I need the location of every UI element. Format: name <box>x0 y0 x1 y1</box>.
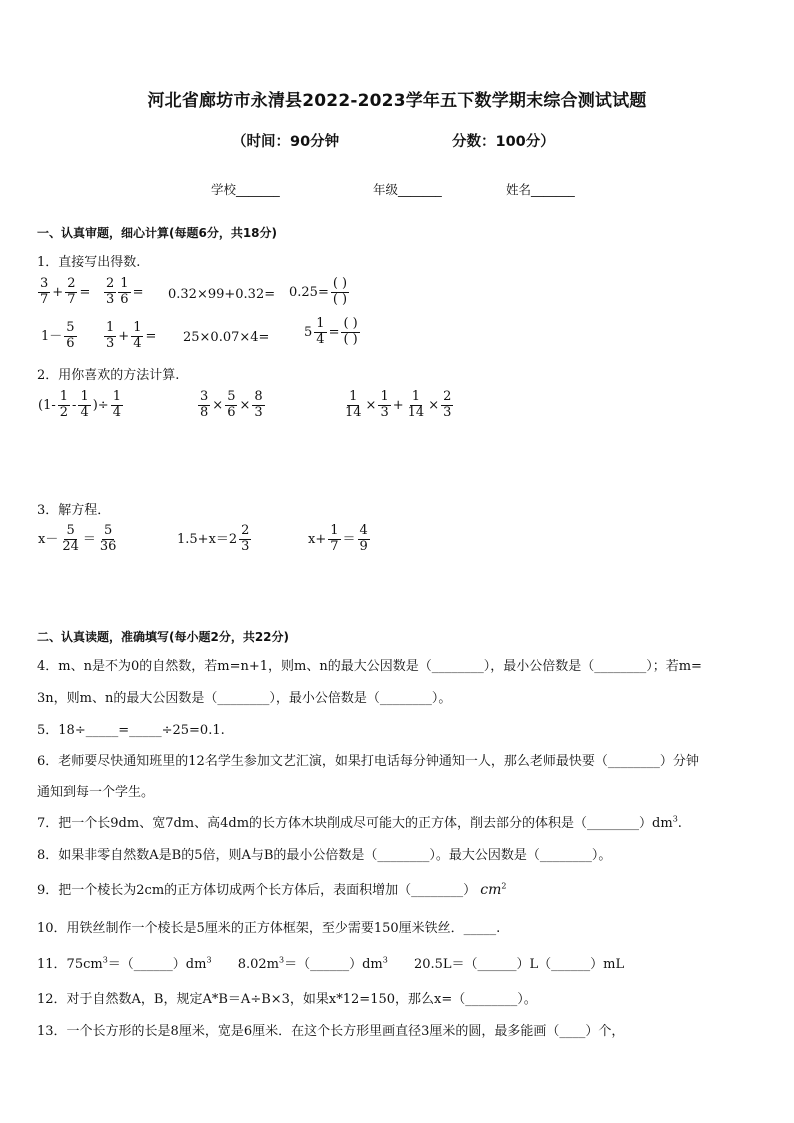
exam-time: （时间：90分钟 <box>232 134 340 150</box>
q3-equation-2: 1.5+x＝2 $\frac{2}{3}$ <box>177 523 250 554</box>
q1-expr-f: $\frac{1}{3}$ + $\frac{1}{4}$ = <box>106 320 157 351</box>
question-2-label: 2．用你喜欢的方法计算. <box>37 368 180 383</box>
grade-field: 年级_______ <box>373 182 442 197</box>
q1-expr-e: 1－ $\frac{5}{6}$ <box>41 320 75 351</box>
question-9: 9．把一个棱长为2cm的正方体切成两个长方体后，表面积增加（________） $cm^2$ <box>37 881 507 898</box>
question-13: 13．一个长方形的长是8厘米，宽是6厘米．在这个长方形里画直径3厘米的圆，最多能画（____）个， <box>37 1024 625 1039</box>
question-12: 12．对于自然数A，B，规定A*B＝A÷B×3，如果x*12=150，那么x=（________）。 <box>37 992 537 1007</box>
question-4-line-2: 3n，则m、n的最大公因数是（________），最小公倍数是（________）。 <box>37 691 452 706</box>
q1-expr-g: 25×0.07×4= <box>183 330 270 345</box>
question-6-line-1: 6．老师要尽快通知班里的12名学生参加文艺汇演，如果打电话每分钟通知一人，那么老师最快要（________）分钟 <box>37 754 699 769</box>
question-5: 5．18÷_____=_____÷25=0.1. <box>37 723 225 738</box>
question-6-line-2: 通知到每一个学生。 <box>37 785 155 800</box>
q2-expr-1: (1- $\frac{1}{2}$ - $\frac{1}{4}$ )÷ $\frac{1}{4}$ <box>38 389 121 420</box>
q1-expr-c: 0.32×99+0.32= <box>168 287 276 302</box>
q1-expr-d: 0.25= $\frac{( )}{( )}$ <box>289 276 348 307</box>
question-1-label: 1．直接写出得数. <box>37 255 141 270</box>
q1-expr-b: $\frac{2}{3}$ $\frac{1}{6}$ = <box>106 276 144 307</box>
q3-equation-1: x－ $\frac{5}{24}$ ＝ $\frac{5}{36}$ <box>38 523 117 554</box>
q2-expr-2: $\frac{3}{8}$ × $\frac{5}{6}$ × $\frac{8}{3}$ <box>200 389 263 420</box>
q3-equation-3: x+ $\frac{1}{7}$ ＝ $\frac{4}{9}$ <box>308 523 368 554</box>
exam-score: 分数：100分） <box>452 134 555 150</box>
school-field: 学校_______ <box>211 182 280 197</box>
page-title: 河北省廊坊市永清县2022-2023学年五下数学期末综合测试试题 <box>147 91 647 111</box>
q1-expr-a: $\frac{3}{7}$ + $\frac{2}{7}$ = <box>40 276 91 307</box>
q1-expr-h: 5 $\frac{1}{4}$ = $\frac{( )}{( )}$ <box>304 316 358 347</box>
section-1-title: 一、认真审题，细心计算(每题6分，共18分) <box>37 226 278 240</box>
question-3-label: 3．解方程． <box>37 503 111 518</box>
question-8: 8．如果非零自然数A是B的5倍，则A与B的最小公倍数是（________）。最大公因数是（________）。 <box>37 848 612 863</box>
question-4-line-1: 4．m、n是不为0的自然数，若m=n+1，则m、n的最大公因数是（________），最小公倍数是（________）；若m= <box>37 659 702 674</box>
question-7: 7．把一个长9dm、宽7dm、高4dm的长方体木块削成尽可能大的正方体，削去部分的体积是$(\_\_\_\_\_\_\_\_)dm^3$. <box>37 814 682 831</box>
q2-expr-3: $\frac{1}{14}$ × $\frac{1}{3}$ + $\frac{1}{14}$ × $\frac{2}{3}$ <box>345 389 452 420</box>
section-2-title: 二、认真读题，准确填写(每小题2分，共22分) <box>37 630 290 644</box>
name-field: 姓名_______ <box>506 182 575 197</box>
question-10: 10．用铁丝制作一个棱长是5厘米的正方体框架，至少需要150厘米铁丝．_____. <box>37 921 501 936</box>
question-11: 11．$75cm^3=(\_\_\_\_\_\_)dm^3$ $8.02m^3=(\_\_\_\_\_\_)dm^3$ 20.5L＝（______）L（______）mL <box>37 955 625 972</box>
